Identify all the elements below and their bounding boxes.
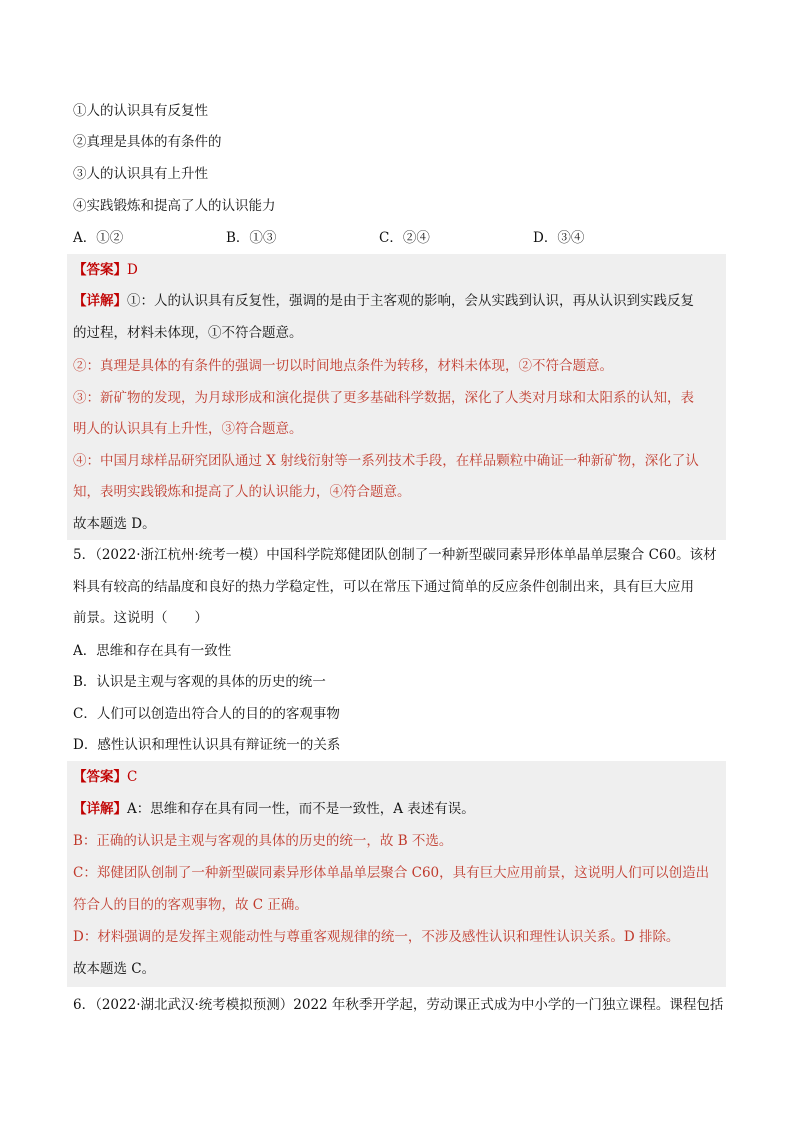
detail-tag: 【详解】 (73, 293, 127, 309)
answer-tag: 【答案】 (73, 262, 127, 278)
q4-statement-4: ④实践锻炼和提高了人的认识能力 (73, 198, 276, 214)
q4-answer (73, 260, 723, 280)
q5-stem-line-2: 料具有较高的结晶度和良好的热力学稳定性，可以在常压下通过简单的反应条件创制出来，具有巨大应用 (73, 579, 694, 595)
q6-stem-line-1: 6．（2022·湖北武汉·统考模拟预测）2022 年秋季开学起，劳动课正式成为中小学的一门独立课程。课程包括 (73, 997, 723, 1013)
q4-options (73, 228, 723, 248)
q5-stem-line-1: 5．（2022·浙江杭州·统考一模）中国科学院郑健团队创制了一种新型碳同素异形体单晶单层聚合 C60。该材 (73, 547, 717, 563)
q4-statement-1: ①人的认识具有反复性 (73, 103, 208, 119)
q4-conclusion: 故本题选 D。 (73, 516, 156, 532)
q5-detail-line-1: 【详解】A：思维和存在具有同一性，而不是一致性，A 表述有误。 (73, 801, 475, 817)
answer-value: D (127, 262, 138, 278)
q5-answer (73, 767, 723, 787)
detail-tag: 【详解】 (73, 801, 127, 817)
q5-detail-line-3: C：郑健团队创制了一种新型碳同素异形体单晶单层聚合 C60，具有巨大应用前景，这说明人们可以创造出 (73, 865, 710, 881)
q5-option-a: A．思维和存在具有一致性 (73, 643, 232, 659)
q4-detail-line-1: 【详解】①：人的认识具有反复性，强调的是由于主客观的影响，会从实践到认识，再从认识到实践反复 (73, 293, 694, 309)
q5-conclusion: 故本题选 C。 (73, 961, 156, 977)
answer-value: C (127, 769, 138, 785)
q4-option-d: D．③④ (533, 230, 585, 246)
q4-detail-line-2: 的过程，材料未体现，①不符合题意。 (73, 325, 303, 341)
q5-detail-line-4: 符合人的目的的客观事物，故 C 正确。 (73, 897, 308, 913)
q5-detail-line-5: D：材料强调的是发挥主观能动性与尊重客观规律的统一，不涉及感性认识和理性认识关系。D 排除。 (73, 929, 680, 945)
q5-option-c: C．人们可以创造出符合人的目的的客观事物 (73, 706, 340, 722)
q4-detail-line-7: 知，表明实践锻炼和提高了人的认识能力，④符合题意。 (73, 484, 411, 500)
q4-statement-2: ②真理是具体的有条件的 (73, 134, 222, 150)
answer-tag: 【答案】 (73, 769, 127, 785)
q4-statement-3: ③人的认识具有上升性 (73, 166, 208, 182)
q4-detail-line-5: 明人的认识具有上升性，③符合题意。 (73, 421, 303, 437)
q4-option-c: C．②④ (379, 230, 430, 246)
q5-option-b: B．认识是主观与客观的具体的历史的统一 (73, 674, 326, 690)
q4-option-b: B．①③ (226, 230, 277, 246)
q4-detail-line-6: ④：中国月球样品研究团队通过 X 射线衍射等一系列技术手段，在样品颗粒中确证一种新矿物，深化了认 (73, 453, 699, 469)
q5-option-d: D．感性认识和理性认识具有辩证统一的关系 (73, 737, 341, 753)
q4-detail-line-4: ③：新矿物的发现，为月球形成和演化提供了更多基础科学数据，深化了人类对月球和太阳系的认知，表 (73, 390, 694, 406)
q4-option-a: A．①② (73, 230, 124, 246)
q5-stem-line-3: 前景。这说明（ ） (73, 610, 208, 626)
q5-detail-line-2: B：正确的认识是主观与客观的具体的历史的统一，故 B 不选。 (73, 833, 453, 849)
q4-detail-line-3: ②：真理是具体的有条件的强调一切以时间地点条件为转移，材料未体现，②不符合题意。 (73, 358, 613, 374)
